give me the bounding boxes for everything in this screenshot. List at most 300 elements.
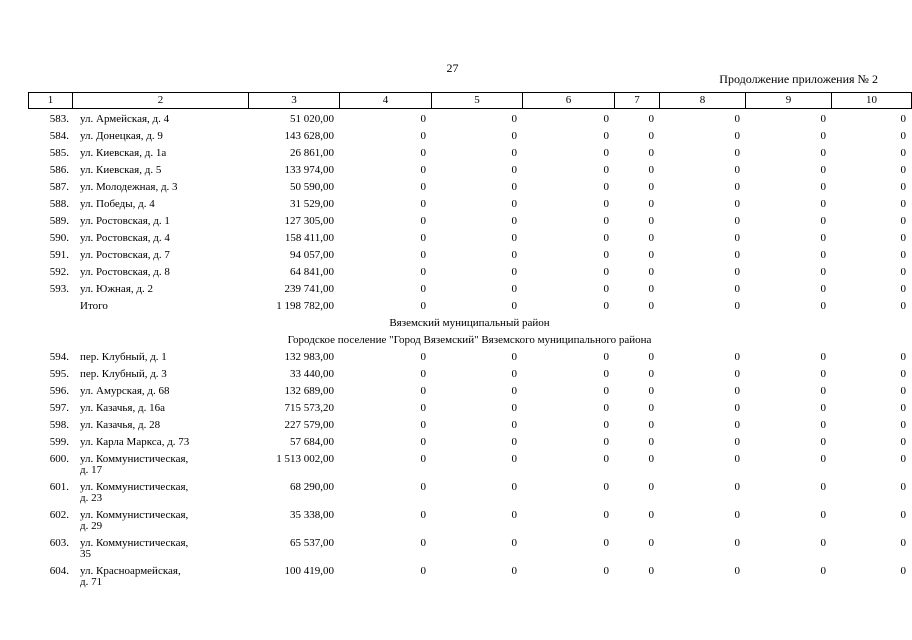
value-cell: 0 [900, 147, 906, 159]
table-row [28, 216, 911, 233]
address-cell [72, 420, 248, 437]
value-cell: 0 [648, 368, 654, 380]
table-row [28, 566, 911, 594]
value-cell: 0 [420, 164, 426, 176]
value-cell: 0 [420, 481, 426, 493]
value-cell: 0 [820, 419, 826, 431]
value-cell: 0 [511, 113, 517, 125]
value-cell: 0 [648, 402, 654, 414]
address-cell [72, 199, 248, 216]
header-row [29, 93, 912, 109]
table-row [28, 386, 911, 403]
row-number: 583. [49, 113, 69, 125]
value-cell: 0 [734, 509, 740, 521]
address-line: ул. Амурская, д. 68 [80, 385, 170, 397]
value-cell: 0 [511, 351, 517, 363]
value-cell: 0 [511, 419, 517, 431]
value-cell: 0 [511, 385, 517, 397]
table-row [28, 114, 911, 131]
value-cell: 0 [820, 351, 826, 363]
value-cell: 0 [734, 283, 740, 295]
value-cell: 0 [420, 565, 426, 577]
value-cell: 0 [603, 215, 609, 227]
value-cell: 0 [900, 198, 906, 210]
value-cell: 0 [900, 419, 906, 431]
value-cell: 0 [820, 453, 826, 465]
value-cell: 0 [603, 232, 609, 244]
value-cell: 0 [734, 402, 740, 414]
value-cell: 0 [648, 198, 654, 210]
row-number: 585. [49, 147, 69, 159]
column-number: 3 [249, 93, 340, 109]
value-cell: 0 [734, 351, 740, 363]
amount-cell: 31 529,00 [290, 198, 334, 210]
value-cell: 0 [603, 198, 609, 210]
value-cell: 0 [603, 266, 609, 278]
section-heading: Вяземский муниципальный район [389, 317, 550, 329]
value-cell: 0 [603, 249, 609, 261]
value-cell: 0 [734, 181, 740, 193]
amount-cell: 132 983,00 [284, 351, 334, 363]
value-cell: 0 [900, 368, 906, 380]
value-cell: 0 [420, 537, 426, 549]
address-cell [72, 148, 248, 165]
value-cell: 0 [511, 368, 517, 380]
value-cell: 0 [900, 266, 906, 278]
value-cell: 0 [734, 198, 740, 210]
address-line: ул. Ростовская, д. 8 [80, 266, 170, 278]
row-number: 592. [49, 266, 69, 278]
row-number: 589. [49, 215, 69, 227]
value-cell: 0 [820, 130, 826, 142]
column-number: 7 [615, 93, 660, 109]
address-cell [72, 131, 248, 148]
address-cell [72, 250, 248, 267]
value-cell: 0 [511, 283, 517, 295]
value-cell: 0 [820, 300, 826, 312]
address-cell [72, 301, 248, 318]
value-cell: 0 [511, 249, 517, 261]
address-cell [72, 233, 248, 250]
amount-cell: 64 841,00 [290, 266, 334, 278]
table-row [28, 284, 911, 301]
address-cell [72, 510, 248, 538]
value-cell: 0 [420, 266, 426, 278]
row-number: 604. [49, 565, 69, 577]
address-cell [72, 114, 248, 131]
section-heading-row [28, 335, 911, 352]
value-cell: 0 [734, 300, 740, 312]
value-cell: 0 [511, 198, 517, 210]
amount-cell: 100 419,00 [284, 565, 334, 577]
amount-cell: 57 684,00 [290, 436, 334, 448]
value-cell: 0 [734, 436, 740, 448]
value-cell: 0 [603, 351, 609, 363]
value-cell: 0 [900, 481, 906, 493]
table-row [28, 454, 911, 482]
value-cell: 0 [511, 436, 517, 448]
column-number: 6 [523, 93, 615, 109]
table-row [28, 233, 911, 250]
value-cell: 0 [511, 147, 517, 159]
address-line: ул. Армейская, д. 4 [80, 113, 170, 125]
value-cell: 0 [648, 249, 654, 261]
address-line-2: 35 [80, 548, 91, 560]
value-cell: 0 [900, 436, 906, 448]
address-line: ул. Ростовская, д. 4 [80, 232, 170, 244]
address-line-2: д. 23 [80, 492, 103, 504]
column-number: 8 [660, 93, 746, 109]
value-cell: 0 [420, 368, 426, 380]
address-line: ул. Коммунистическая, [80, 453, 189, 465]
value-cell: 0 [900, 300, 906, 312]
table-row [28, 538, 911, 566]
amount-cell: 68 290,00 [290, 481, 334, 493]
value-cell: 0 [734, 266, 740, 278]
row-number [28, 301, 72, 318]
value-cell: 0 [603, 181, 609, 193]
amount-cell: 94 057,00 [290, 249, 334, 261]
address-line: ул. Донецкая, д. 9 [80, 130, 163, 142]
value-cell: 0 [420, 402, 426, 414]
value-cell: 0 [820, 181, 826, 193]
row-number: 588. [49, 198, 69, 210]
value-cell: 0 [420, 300, 426, 312]
address-line: ул. Молодежная, д. 3 [80, 181, 178, 193]
value-cell: 0 [511, 232, 517, 244]
address-cell [72, 352, 248, 369]
table-row [28, 482, 911, 510]
value-cell: 0 [648, 266, 654, 278]
table-row [28, 437, 911, 454]
amount-cell: 51 020,00 [290, 113, 334, 125]
address-line: ул. Красноармейская, [80, 565, 181, 577]
value-cell: 0 [734, 453, 740, 465]
amount-cell: 143 628,00 [284, 130, 334, 142]
value-cell: 0 [820, 164, 826, 176]
address-cell [72, 482, 248, 510]
row-number: 602. [49, 509, 69, 521]
value-cell: 0 [420, 198, 426, 210]
value-cell: 0 [820, 436, 826, 448]
value-cell: 0 [734, 249, 740, 261]
value-cell: 0 [603, 130, 609, 142]
value-cell: 0 [420, 385, 426, 397]
value-cell: 0 [603, 164, 609, 176]
value-cell: 0 [648, 537, 654, 549]
amount-cell: 127 305,00 [284, 215, 334, 227]
value-cell: 0 [603, 537, 609, 549]
value-cell: 0 [900, 215, 906, 227]
value-cell: 0 [820, 537, 826, 549]
amount-cell: 715 573,20 [284, 402, 334, 414]
address-line: ул. Киевская, д. 1а [80, 147, 167, 159]
value-cell: 0 [900, 537, 906, 549]
value-cell: 0 [603, 565, 609, 577]
value-cell: 0 [900, 565, 906, 577]
value-cell: 0 [648, 481, 654, 493]
value-cell: 0 [648, 565, 654, 577]
address-line: ул. Ростовская, д. 7 [80, 249, 170, 261]
table-row [28, 199, 911, 216]
value-cell: 0 [511, 181, 517, 193]
value-cell: 0 [420, 509, 426, 521]
value-cell: 0 [511, 266, 517, 278]
row-number: 601. [49, 481, 69, 493]
value-cell: 0 [420, 436, 426, 448]
value-cell: 0 [648, 436, 654, 448]
value-cell: 0 [820, 283, 826, 295]
address-line-2: д. 17 [80, 464, 103, 476]
address-cell [72, 566, 248, 594]
value-cell: 0 [900, 130, 906, 142]
row-number: 594. [49, 351, 69, 363]
value-cell: 0 [900, 164, 906, 176]
value-cell: 0 [648, 300, 654, 312]
column-number: 1 [29, 93, 73, 109]
value-cell: 0 [603, 436, 609, 448]
value-cell: 0 [900, 509, 906, 521]
value-cell: 0 [734, 368, 740, 380]
value-cell: 0 [420, 130, 426, 142]
value-cell: 0 [734, 419, 740, 431]
address-line: ул. Коммунистическая, [80, 509, 189, 521]
value-cell: 0 [648, 351, 654, 363]
amount-cell: 132 689,00 [284, 385, 334, 397]
value-cell: 0 [511, 509, 517, 521]
value-cell: 0 [603, 453, 609, 465]
table-row [28, 182, 911, 199]
row-number: 584. [49, 130, 69, 142]
table-row [28, 131, 911, 148]
address-cell [72, 165, 248, 182]
value-cell: 0 [648, 113, 654, 125]
address-cell [72, 216, 248, 233]
value-cell: 0 [648, 385, 654, 397]
amount-cell: 35 338,00 [290, 509, 334, 521]
value-cell: 0 [511, 565, 517, 577]
value-cell: 0 [420, 351, 426, 363]
value-cell: 0 [648, 232, 654, 244]
value-cell: 0 [511, 481, 517, 493]
value-cell: 0 [820, 402, 826, 414]
value-cell: 0 [820, 113, 826, 125]
value-cell: 0 [603, 402, 609, 414]
value-cell: 0 [511, 164, 517, 176]
value-cell: 0 [511, 453, 517, 465]
value-cell: 0 [420, 249, 426, 261]
value-cell: 0 [734, 215, 740, 227]
row-number: 590. [49, 232, 69, 244]
value-cell: 0 [820, 368, 826, 380]
continuation-caption: Продолжение приложения № 2 [719, 72, 878, 86]
value-cell: 0 [648, 215, 654, 227]
address-cell [72, 182, 248, 199]
value-cell: 0 [648, 453, 654, 465]
value-cell: 0 [420, 419, 426, 431]
address-line: ул. Киевская, д. 5 [80, 164, 162, 176]
value-cell: 0 [511, 300, 517, 312]
address-cell [72, 454, 248, 482]
amount-cell: 50 590,00 [290, 181, 334, 193]
value-cell: 0 [603, 283, 609, 295]
address-line: ул. Южная, д. 2 [80, 283, 153, 295]
value-cell: 0 [820, 147, 826, 159]
value-cell: 0 [420, 113, 426, 125]
value-cell: 0 [734, 147, 740, 159]
value-cell: 0 [820, 249, 826, 261]
value-cell: 0 [820, 509, 826, 521]
value-cell: 0 [900, 113, 906, 125]
value-cell: 0 [511, 130, 517, 142]
value-cell: 0 [900, 181, 906, 193]
value-cell: 0 [420, 232, 426, 244]
value-cell: 0 [420, 215, 426, 227]
value-cell: 0 [900, 249, 906, 261]
value-cell: 0 [511, 537, 517, 549]
amount-cell: 33 440,00 [290, 368, 334, 380]
column-number: 9 [746, 93, 832, 109]
address-cell [72, 267, 248, 284]
row-number: 597. [49, 402, 69, 414]
value-cell: 0 [648, 164, 654, 176]
column-number: 2 [73, 93, 249, 109]
value-cell: 0 [820, 198, 826, 210]
column-number: 10 [832, 93, 912, 109]
value-cell: 0 [648, 419, 654, 431]
value-cell: 0 [648, 283, 654, 295]
column-number: 5 [432, 93, 523, 109]
value-cell: 0 [648, 181, 654, 193]
table-row [28, 420, 911, 437]
value-cell: 0 [820, 266, 826, 278]
value-cell: 0 [603, 147, 609, 159]
amount-cell: 1 198 782,00 [276, 300, 334, 312]
value-cell: 0 [734, 164, 740, 176]
address-cell [72, 538, 248, 566]
address-line: ул. Казачья, д. 16а [80, 402, 165, 414]
address-cell [72, 403, 248, 420]
value-cell: 0 [420, 147, 426, 159]
address-cell [72, 437, 248, 454]
address-line: ул. Коммунистическая, [80, 537, 189, 549]
value-cell: 0 [603, 368, 609, 380]
value-cell: 0 [900, 351, 906, 363]
table-row [28, 165, 911, 182]
value-cell: 0 [820, 215, 826, 227]
table-row [28, 148, 911, 165]
row-number: 600. [49, 453, 69, 465]
address-cell [72, 369, 248, 386]
value-cell: 0 [603, 481, 609, 493]
column-number: 4 [340, 93, 432, 109]
amount-cell: 133 974,00 [284, 164, 334, 176]
value-cell: 0 [648, 509, 654, 521]
row-number: 603. [49, 537, 69, 549]
value-cell: 0 [420, 181, 426, 193]
value-cell: 0 [820, 481, 826, 493]
table-row [28, 369, 911, 386]
address-line: ул. Карла Маркса, д. 73 [80, 436, 190, 448]
row-number: 596. [49, 385, 69, 397]
address-cell [72, 284, 248, 301]
table-row [28, 403, 911, 420]
row-number: 591. [49, 249, 69, 261]
amount-cell: 158 411,00 [284, 232, 334, 244]
value-cell: 0 [420, 453, 426, 465]
amount-cell: 26 861,00 [290, 147, 334, 159]
value-cell: 0 [820, 565, 826, 577]
row-number: 595. [49, 368, 69, 380]
value-cell: 0 [734, 565, 740, 577]
total-row [28, 301, 911, 318]
address-line-2: д. 71 [80, 576, 103, 588]
value-cell: 0 [734, 232, 740, 244]
table-row [28, 510, 911, 538]
address-line: пер. Клубный, д. 3 [80, 368, 167, 380]
amount-cell: 227 579,00 [284, 419, 334, 431]
value-cell: 0 [603, 300, 609, 312]
value-cell: 0 [900, 232, 906, 244]
address-line: ул. Казачья, д. 28 [80, 419, 161, 431]
table-row [28, 267, 911, 284]
value-cell: 0 [820, 385, 826, 397]
section-heading: Городское поселение "Город Вяземский" Вяземского муниципального района [287, 334, 652, 346]
value-cell: 0 [648, 147, 654, 159]
row-number: 586. [49, 164, 69, 176]
row-number: 599. [49, 436, 69, 448]
address-line: пер. Клубный, д. 1 [80, 351, 167, 363]
data-table [28, 114, 911, 594]
address-cell [72, 386, 248, 403]
address-line: ул. Победы, д. 4 [80, 198, 155, 210]
amount-cell: 239 741,00 [284, 283, 334, 295]
value-cell: 0 [603, 419, 609, 431]
value-cell: 0 [900, 453, 906, 465]
amount-cell: 1 513 002,00 [276, 453, 334, 465]
value-cell: 0 [820, 232, 826, 244]
amount-cell: 65 537,00 [290, 537, 334, 549]
value-cell: 0 [734, 481, 740, 493]
value-cell: 0 [648, 130, 654, 142]
value-cell: 0 [420, 283, 426, 295]
value-cell: 0 [734, 385, 740, 397]
address-line-2: д. 29 [80, 520, 103, 532]
value-cell: 0 [734, 537, 740, 549]
value-cell: 0 [900, 283, 906, 295]
value-cell: 0 [734, 113, 740, 125]
column-header-table [28, 92, 912, 109]
row-number: 593. [49, 283, 69, 295]
section-heading-row [28, 318, 911, 335]
value-cell: 0 [511, 402, 517, 414]
table-row [28, 250, 911, 267]
value-cell: 0 [734, 130, 740, 142]
row-number: 598. [49, 419, 69, 431]
table-row [28, 352, 911, 369]
address-line: ул. Ростовская, д. 1 [80, 215, 170, 227]
value-cell: 0 [900, 402, 906, 414]
page-number: 27 [446, 61, 459, 75]
address-line: ул. Коммунистическая, [80, 481, 189, 493]
value-cell: 0 [900, 385, 906, 397]
value-cell: 0 [603, 509, 609, 521]
value-cell: 0 [603, 113, 609, 125]
address-line: Итого [80, 300, 108, 312]
value-cell: 0 [511, 215, 517, 227]
row-number: 587. [49, 181, 69, 193]
value-cell: 0 [603, 385, 609, 397]
